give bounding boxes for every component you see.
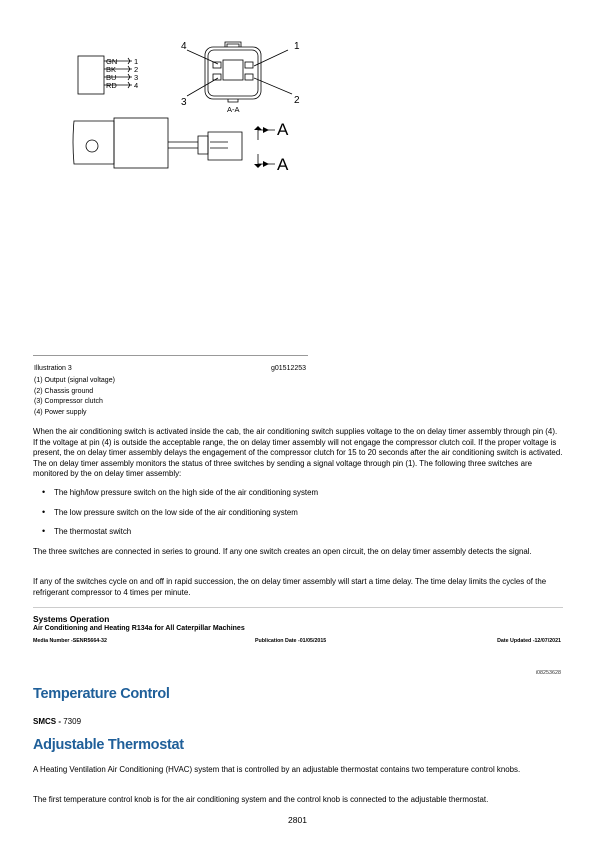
list-item: • The low pressure switch on the low side of the air conditioning system [40, 508, 560, 528]
legend-item: (1) Output (signal voltage) [34, 377, 115, 384]
list-item: • The thermostat switch [40, 527, 560, 547]
doc-subtitle: Air Conditioning and Heating R134a for All Caterpillar Machines [33, 625, 245, 632]
pin-color-1: GN [106, 57, 118, 66]
illustration-legend [34, 376, 115, 418]
callout-1: 1 [294, 41, 300, 52]
timer-housing [73, 121, 114, 164]
body-paragraph: The three switches are connected in series to ground. If any one switch creates an open circuit, the on delay timer assembly detects the signal. [33, 547, 532, 556]
callout-2: 2 [294, 95, 300, 106]
callout-3: 3 [181, 97, 187, 108]
legend-item: (3) Compressor clutch [34, 398, 103, 405]
pin-block [78, 56, 104, 94]
illustration-id: g01512253 [271, 365, 307, 372]
publication-date: Publication Date -01/05/2015 [255, 638, 327, 644]
body-paragraph: The first temperature control knob is for the air conditioning system and the control knob is connected to the adjustable thermostat. [33, 795, 489, 804]
body-paragraph: A Heating Ventilation Air Conditioning (HVAC) system that is controlled by an adjustable thermostat contains two temperature control knobs. [33, 765, 521, 774]
pin-color-3: BU [106, 73, 117, 82]
harness-connector [208, 132, 242, 160]
document-id: i08253628 [535, 670, 561, 676]
caption-divider [33, 355, 308, 356]
pin-color-4: RD [106, 81, 117, 90]
mounting-hole [86, 140, 98, 152]
heading-temperature-control: Temperature Control [33, 686, 170, 702]
legend-item: (4) Power supply [34, 408, 87, 416]
pin-number-4: 4 [134, 81, 139, 90]
pin-number-2: 2 [134, 65, 139, 74]
smcs-label: SMCS - [33, 717, 61, 726]
connector-face [205, 47, 261, 99]
legend-item: (2) Chassis ground [34, 387, 94, 395]
date-updated: Date Updated -12/07/2021 [497, 638, 561, 644]
section-arrow-label-top: A [277, 120, 289, 139]
smcs-code [33, 717, 81, 726]
doc-title: Systems Operation [33, 614, 110, 624]
pin-color-2: BK [106, 65, 117, 74]
list-item: • The high/low pressure switch on the high side of the air conditioning system [40, 488, 560, 508]
smcs-value: 7309 [63, 717, 82, 726]
heading-adjustable-thermostat: Adjustable Thermostat [33, 737, 184, 753]
media-number: Media Number -SENR5664-32 [33, 638, 107, 644]
page-number: 2801 [288, 815, 307, 825]
connector-diagram [70, 36, 310, 176]
body-paragraph: If any of the switches cycle on and off in rapid succession, the on delay timer assembly will start a time delay. The time delay limits the cycles of the refrigerant compressor to 4 times per minute. [33, 577, 547, 597]
pin-number-3: 3 [134, 73, 139, 82]
callout-4: 4 [181, 41, 187, 52]
pin-number-1: 1 [134, 57, 139, 66]
section-arrow-label-bottom: A [277, 155, 289, 174]
body-paragraph: When the air conditioning switch is activated inside the cab, the air conditioning switch supplies voltage to the on delay timer assembly through pin (4). If the voltage at pin (4) is outside the acceptable range, the on delay timer assembly will not engage the compressor clutch coil. If the proper voltage is present, the on delay timer assembly delays the engagement of the compressor clutch for 15 to 20 seconds after the air conditioning switch is activated. The on delay timer assembly monitors the status of three switches by sending a signal voltage through pin (1). The following three switches are monitored by the on delay timer assembly: [33, 427, 563, 479]
switch-list [40, 488, 560, 547]
section-label: A-A [227, 105, 240, 114]
section-divider [33, 607, 563, 608]
illustration-title: Illustration 3 [34, 365, 72, 372]
